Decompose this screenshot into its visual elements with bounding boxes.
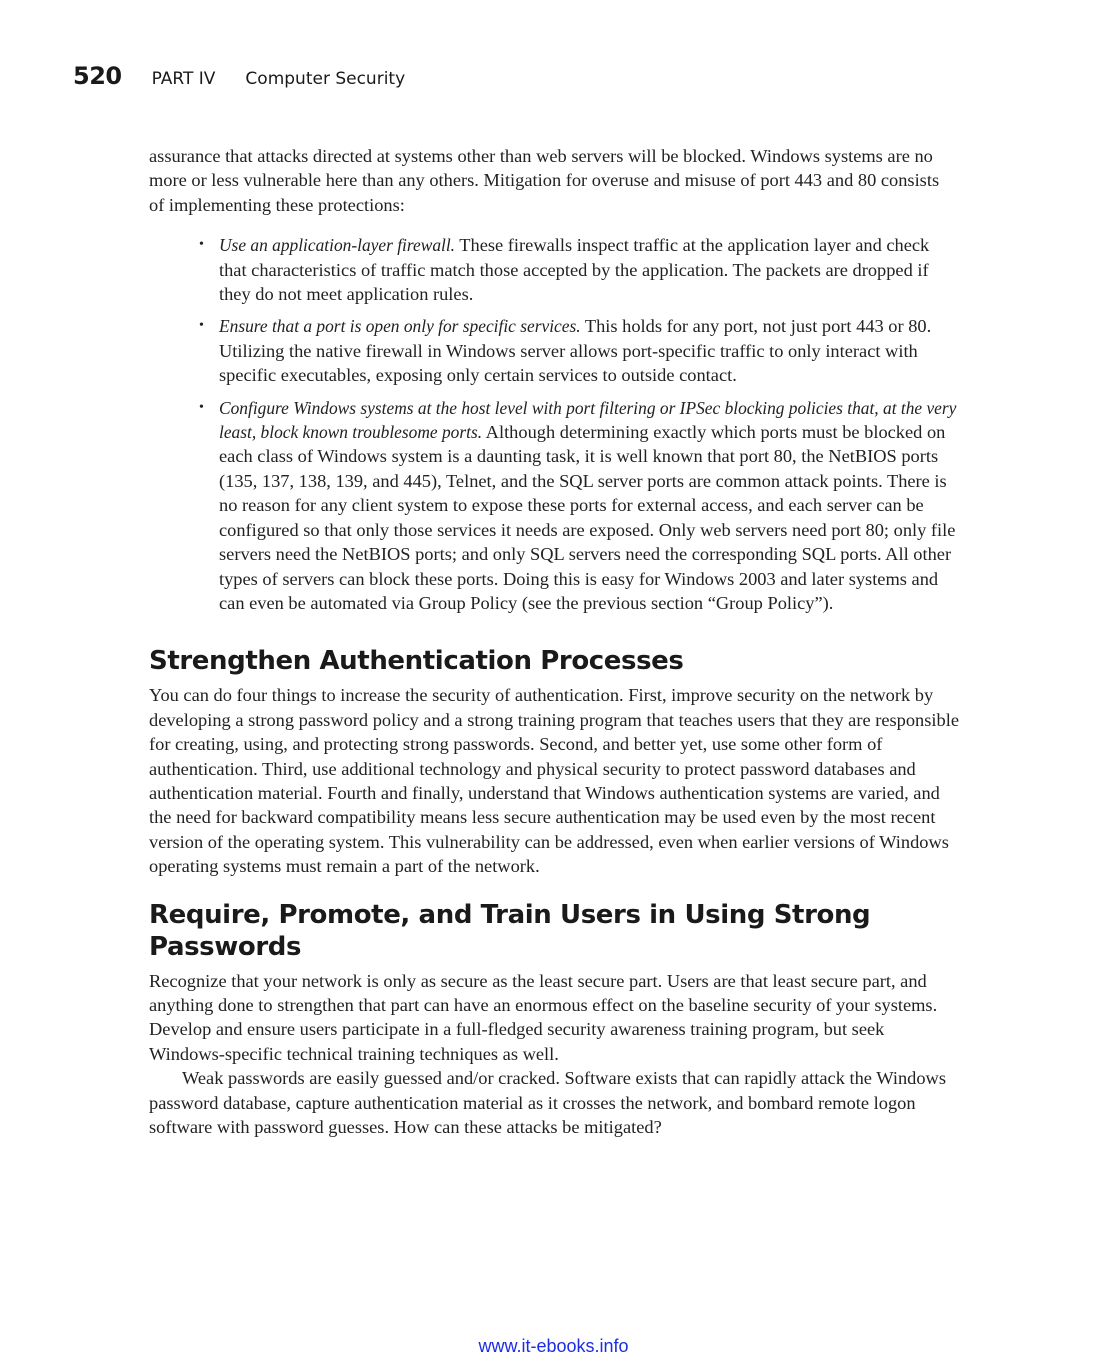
section-heading-passwords: Require, Promote, and Train Users in Using Strong Passwords	[149, 899, 871, 962]
bullet-text: These firewalls inspect traffic at the application layer and check that characteristics of traffic match those accepted by the application. The packets are dropped if they do not meet application rules.	[219, 235, 930, 305]
bullet-lead: Use an application-layer firewall.	[219, 235, 456, 256]
intro-paragraph: assurance that attacks directed at systems other than web servers will be blocked. Windows systems are no more or less vulnerable here than any others. Mitigation for overuse and misuse of port 443 and 80 consists of implementing these protections:	[149, 146, 940, 215]
bullet-text: This holds for any port, not just port 443 or 80. Utilizing the native firewall in Windows server allows port-specific traffic to only interact with specific executables, exposing only certain services to outside contact.	[219, 316, 932, 386]
bullet-icon: •	[199, 237, 204, 253]
bullet-lead: Configure Windows systems at the host level with port filtering or IPSec blocking policies that, at the very least, block known troublesome ports.	[219, 397, 957, 443]
section-paragraph: You can do four things to increase the security of authentication. First, improve security on the network by developing a strong password policy and a strong training program that teaches users that they are responsible for creating, using, and protecting strong passwords. Second, and better yet, use some other form of authentication. Third, use additional technology and physical security to protect password databases and authentication material. Fourth and finally, understand that Windows authentication systems are varied, and the need for backward compatibility means less secure authentication may be used even by the most recent version of the operating system. This vulnerability can be addressed, even when earlier versions of Windows operating systems must remain a part of the network.	[149, 685, 959, 877]
bullet-lead: Ensure that a port is open only for specific services.	[219, 316, 581, 337]
footer-link[interactable]: www.it-ebooks.info	[478, 1336, 629, 1356]
section-paragraph: Weak passwords are easily guessed and/or cracked. Software exists that can rapidly attack the Windows password database, capture authentication material as it crosses the network, and bombard remote logon software with password guesses. How can these attacks be mitigated?	[149, 1068, 946, 1137]
chapter-title: Computer Security	[245, 69, 406, 89]
bullet-icon: •	[199, 318, 204, 334]
list-item	[199, 396, 959, 616]
bullet-icon: •	[199, 399, 204, 415]
section-paragraph: Recognize that your network is only as secure as the least secure part. Users are that least secure part, and anything done to strengthen that part can have an enormous effect on the baseline security of your systems. Develop and ensure users participate in a full-fledged security awareness training program, but seek Windows-specific technical training techniques as well.	[149, 970, 938, 1064]
list-item	[199, 233, 959, 306]
running-head	[73, 62, 405, 98]
bullet-text: Although determining exactly which ports must be blocked on each class of Windows system is a daunting task, it is well known that port 80, the NetBIOS ports (135, 137, 138, 139, and 445), Telnet, and the SQL server ports are common attack points. There is no reason for any client system to expose these ports for external access, and each server can be configured so that only those services it needs are exposed. Only web servers need port 80; only file servers need the NetBIOS ports; and only SQL servers need the corresponding SQL ports. All other types of servers can block these ports. Doing this is easy for Windows 2003 and later systems and can even be automated via Group Policy (see the previous section “Group Policy”).	[219, 422, 956, 613]
protections-list	[149, 233, 959, 615]
list-item	[199, 314, 959, 387]
page-body	[149, 144, 959, 1139]
page-number: 520	[73, 62, 122, 90]
part-label: PART IV	[151, 69, 216, 89]
section-heading-authentication: Strengthen Authentication Processes	[149, 646, 684, 677]
